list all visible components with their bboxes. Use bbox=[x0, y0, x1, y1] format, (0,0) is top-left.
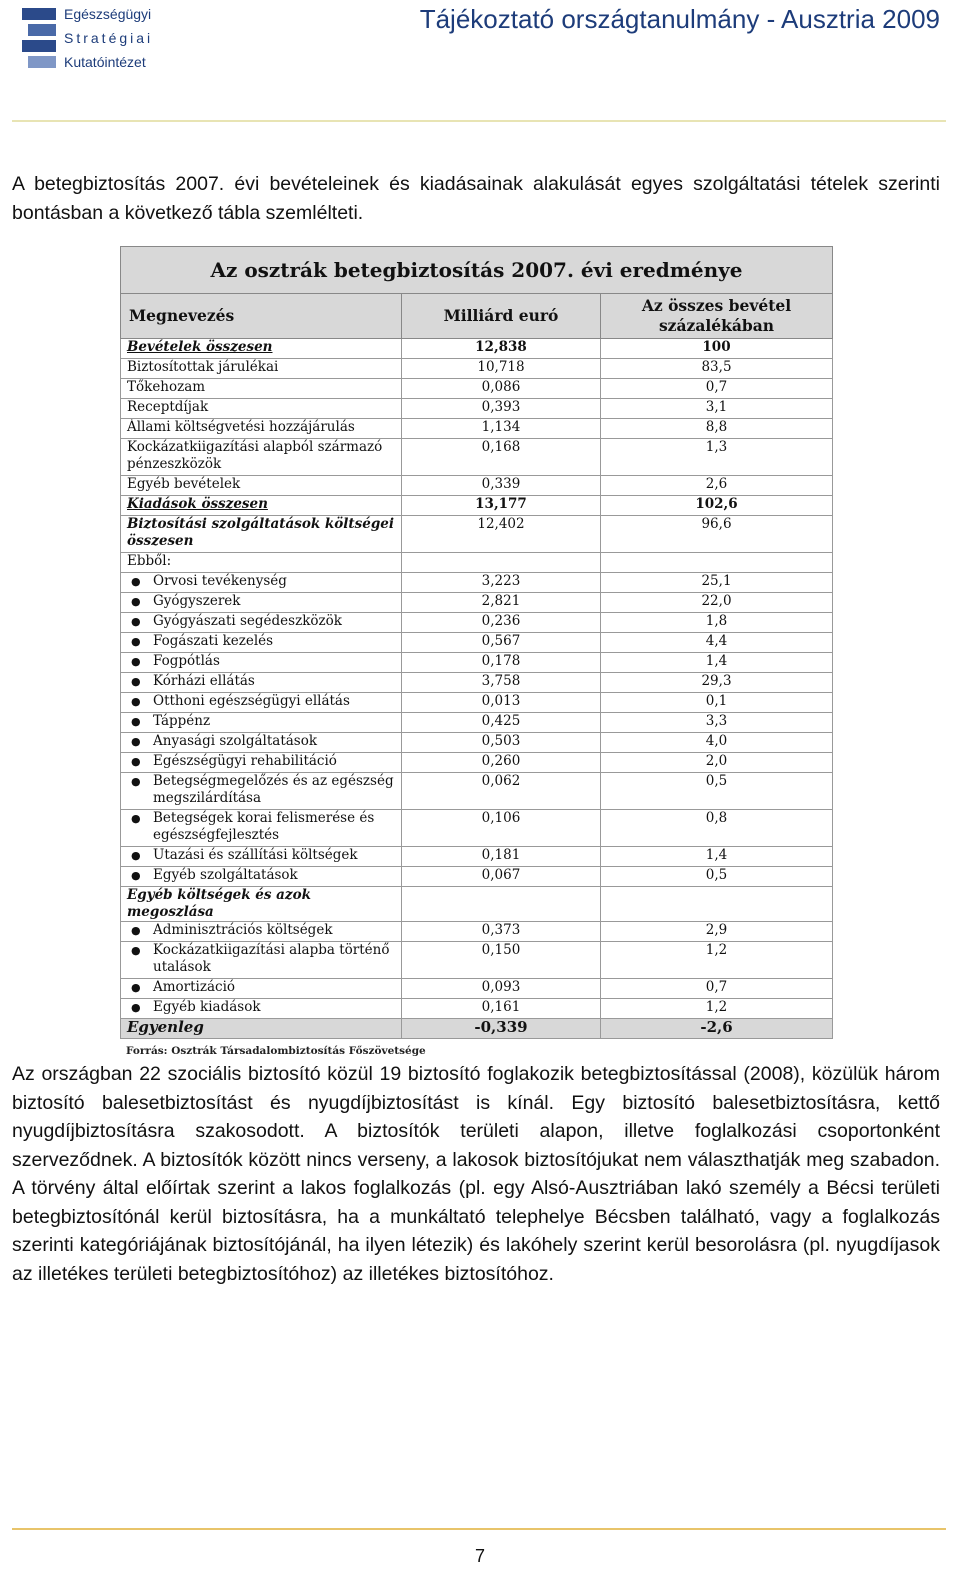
row-value: 13,177 bbox=[402, 496, 601, 516]
row-label-text: Gyógyszerek bbox=[153, 593, 241, 609]
row-value: 12,838 bbox=[402, 339, 601, 359]
row-percent: 0,5 bbox=[601, 773, 833, 810]
table-row bbox=[121, 476, 833, 496]
row-label-text: Amortizáció bbox=[153, 979, 236, 995]
bullet-icon: ● bbox=[131, 735, 141, 748]
row-percent: 0,5 bbox=[601, 867, 833, 887]
row-label-text: Biztosítottak járulékai bbox=[127, 359, 279, 375]
row-label bbox=[121, 476, 402, 496]
row-percent bbox=[601, 887, 833, 922]
row-label bbox=[121, 613, 402, 633]
row-value: 0,067 bbox=[402, 867, 601, 887]
row-value bbox=[402, 887, 601, 922]
body-paragraph: Az országban 22 szociális biztosító közül 19 biztosító foglakozik betegbiztosítással (2008), közülük három biztosító balesetbiztosítást és nyugdíjbiztosítást is kínál. Egy biztosító balesetbiztosításra, kettő nyugdíjbiztosításra szakosodott. A biztosítók területi alapon, illetve foglalkozási csoportonként szerveződnek. A biztosítók között nincs verseny, a lakosok biztosítójukat nem választhatják meg szabadon. A törvény által előírtak szerint a lakos foglalkozás (pl. egy Alsó-Ausztriában lakó személy a Bécsi területi betegbiztosítónál kerül biztosításra, ha a munkáltató telephelye Bécsben található, vagy a foglalkozás szerinti kategóriájának biztosítójánál, ha ilyen létezik) és lakóhely szerint kerül besorolásra (pl. nyugdíjasok az illetékes területi betegbiztosítóhoz) az illetékes biztosítóhoz. bbox=[12, 1063, 940, 1285]
table-row bbox=[121, 553, 833, 573]
table-row bbox=[121, 867, 833, 887]
page-number: 7 bbox=[474, 1546, 485, 1566]
table-row bbox=[121, 753, 833, 773]
row-label-text: Tőkehozam bbox=[127, 379, 206, 395]
column-header-value: Milliárd euró bbox=[402, 294, 601, 339]
table-row bbox=[121, 613, 833, 633]
row-label-text: Gyógyászati segédeszközök bbox=[153, 613, 342, 629]
bullet-icon: ● bbox=[131, 1001, 141, 1014]
row-value: 1,134 bbox=[402, 419, 601, 439]
bullet-icon: ● bbox=[131, 655, 141, 668]
row-label-text: Egészségügyi rehabilitáció bbox=[153, 753, 337, 769]
row-percent: 0,7 bbox=[601, 979, 833, 999]
footer-divider bbox=[12, 1528, 946, 1530]
row-label bbox=[121, 693, 402, 713]
row-value: 3,758 bbox=[402, 673, 601, 693]
row-value: 0,161 bbox=[402, 999, 601, 1019]
table-row bbox=[121, 339, 833, 359]
row-value: 12,402 bbox=[402, 516, 601, 553]
results-table bbox=[120, 246, 833, 1039]
row-label bbox=[121, 399, 402, 419]
table-title: Az osztrák betegbiztosítás 2007. évi eredménye bbox=[121, 247, 833, 294]
row-percent: 83,5 bbox=[601, 359, 833, 379]
row-percent: 96,6 bbox=[601, 516, 833, 553]
row-label-text: Adminisztrációs költségek bbox=[153, 922, 333, 938]
row-label-text: Táppénz bbox=[153, 713, 211, 729]
row-percent: 1,2 bbox=[601, 999, 833, 1019]
bullet-icon: ● bbox=[131, 675, 141, 688]
row-value bbox=[402, 553, 601, 573]
bullet-icon: ● bbox=[131, 981, 141, 994]
row-label bbox=[121, 733, 402, 753]
row-label bbox=[121, 979, 402, 999]
row-label-text: Állami költségvetési hozzájárulás bbox=[127, 419, 355, 435]
row-label-text: Ebből: bbox=[127, 553, 172, 569]
table-row bbox=[121, 633, 833, 653]
row-percent: 1,2 bbox=[601, 942, 833, 979]
row-label bbox=[121, 999, 402, 1019]
bullet-icon: ● bbox=[131, 775, 141, 788]
row-label bbox=[121, 653, 402, 673]
table-row bbox=[121, 999, 833, 1019]
row-label-text: Fogászati kezelés bbox=[153, 633, 274, 649]
row-value: -0,339 bbox=[402, 1019, 601, 1039]
row-percent bbox=[601, 553, 833, 573]
bullet-icon: ● bbox=[131, 755, 141, 768]
row-label bbox=[121, 810, 402, 847]
row-percent: 1,4 bbox=[601, 847, 833, 867]
document-header-title: Tájékoztató országtanulmány - Ausztria 2009 bbox=[419, 4, 940, 34]
table-row bbox=[121, 847, 833, 867]
row-value: 0,260 bbox=[402, 753, 601, 773]
row-label-text: Fogpótlás bbox=[153, 653, 220, 669]
bullet-icon: ● bbox=[131, 812, 141, 825]
row-percent: 0,7 bbox=[601, 379, 833, 399]
table-row bbox=[121, 516, 833, 553]
row-label-text: Egyéb kiadások bbox=[153, 999, 261, 1015]
row-label bbox=[121, 1019, 402, 1039]
bullet-icon: ● bbox=[131, 635, 141, 648]
row-label-text: Egyéb szolgáltatások bbox=[153, 867, 298, 883]
row-value: 0,339 bbox=[402, 476, 601, 496]
table-row bbox=[121, 887, 833, 922]
row-value: 0,181 bbox=[402, 847, 601, 867]
table-row bbox=[121, 979, 833, 999]
row-percent: 1,3 bbox=[601, 439, 833, 476]
results-table-container bbox=[120, 246, 832, 1057]
row-percent: 4,4 bbox=[601, 633, 833, 653]
row-label bbox=[121, 867, 402, 887]
row-value: 0,093 bbox=[402, 979, 601, 999]
row-label bbox=[121, 633, 402, 653]
table-row bbox=[121, 379, 833, 399]
table-row bbox=[121, 653, 833, 673]
row-percent: 3,3 bbox=[601, 713, 833, 733]
row-label bbox=[121, 553, 402, 573]
row-label-text: Kiadások összesen bbox=[127, 496, 268, 512]
table-row bbox=[121, 496, 833, 516]
row-label-text: Betegségmegelőzés és az egészség megszilárdítása bbox=[153, 773, 394, 806]
logo-mark-icon bbox=[22, 6, 60, 70]
row-label bbox=[121, 496, 402, 516]
row-percent: 0,1 bbox=[601, 693, 833, 713]
bullet-icon: ● bbox=[131, 695, 141, 708]
row-percent: 1,8 bbox=[601, 613, 833, 633]
logo-text-line-3: Kutatóintézet bbox=[64, 54, 146, 70]
row-label bbox=[121, 379, 402, 399]
row-label-text: Otthoni egészségügyi ellátás bbox=[153, 693, 350, 709]
table-row bbox=[121, 810, 833, 847]
row-label-text: Egyenleg bbox=[127, 1018, 204, 1036]
row-value: 0,236 bbox=[402, 613, 601, 633]
row-percent: 2,6 bbox=[601, 476, 833, 496]
row-percent: 2,9 bbox=[601, 922, 833, 942]
bullet-icon: ● bbox=[131, 715, 141, 728]
table-row bbox=[121, 399, 833, 419]
row-label-text: Betegségek korai felismerése és egészségfejlesztés bbox=[153, 810, 375, 843]
row-value: 0,393 bbox=[402, 399, 601, 419]
row-value: 0,013 bbox=[402, 693, 601, 713]
row-label bbox=[121, 573, 402, 593]
row-percent: 3,1 bbox=[601, 399, 833, 419]
row-label-text: Kockázatkiigazítási alapból származó pénzeszközök bbox=[127, 439, 383, 472]
bullet-icon: ● bbox=[131, 924, 141, 937]
row-percent: 2,0 bbox=[601, 753, 833, 773]
table-row bbox=[121, 1019, 833, 1039]
bullet-icon: ● bbox=[131, 944, 141, 957]
row-label bbox=[121, 942, 402, 979]
intro-paragraph: A betegbiztosítás 2007. évi bevételeinek és kiadásainak alakulását egyes szolgáltatási tételek szerinti bontásban a következő tábla szemlélteti. bbox=[12, 173, 940, 224]
institute-logo bbox=[22, 4, 182, 74]
table-body bbox=[121, 339, 833, 1039]
bullet-icon: ● bbox=[131, 595, 141, 608]
row-label bbox=[121, 339, 402, 359]
row-label-text: Biztosítási szolgáltatások költségei összesen bbox=[127, 516, 394, 549]
row-percent: 1,4 bbox=[601, 653, 833, 673]
row-label-text: Receptdíjak bbox=[127, 399, 209, 415]
row-value: 0,503 bbox=[402, 733, 601, 753]
row-label-text: Egyéb költségek és azok megoszlása bbox=[127, 887, 311, 920]
row-label bbox=[121, 713, 402, 733]
row-percent: 102,6 bbox=[601, 496, 833, 516]
row-label-text: Bevételek összesen bbox=[127, 339, 273, 355]
logo-text-line-1: Egészségügyi bbox=[64, 6, 152, 22]
column-header-name: Megnevezés bbox=[121, 294, 402, 339]
bullet-icon: ● bbox=[131, 849, 141, 862]
logo-text-line-2: Stratégiai bbox=[64, 30, 154, 46]
header-divider bbox=[12, 120, 946, 122]
row-label bbox=[121, 847, 402, 867]
row-value: 10,718 bbox=[402, 359, 601, 379]
table-row bbox=[121, 673, 833, 693]
row-value: 0,168 bbox=[402, 439, 601, 476]
row-label bbox=[121, 773, 402, 810]
table-row bbox=[121, 922, 833, 942]
row-percent: 29,3 bbox=[601, 673, 833, 693]
table-row bbox=[121, 942, 833, 979]
table-row bbox=[121, 439, 833, 476]
row-value: 0,567 bbox=[402, 633, 601, 653]
row-label bbox=[121, 922, 402, 942]
row-label-text: Utazási és szállítási költségek bbox=[153, 847, 358, 863]
table-row bbox=[121, 693, 833, 713]
table-row bbox=[121, 773, 833, 810]
row-label-text: Egyéb bevételek bbox=[127, 476, 241, 492]
row-value: 0,178 bbox=[402, 653, 601, 673]
row-percent: -2,6 bbox=[601, 1019, 833, 1039]
row-value: 2,821 bbox=[402, 593, 601, 613]
row-value: 0,062 bbox=[402, 773, 601, 810]
row-label-text: Kockázatkiigazítási alapba történő utalások bbox=[153, 942, 390, 975]
row-percent: 22,0 bbox=[601, 593, 833, 613]
row-percent: 100 bbox=[601, 339, 833, 359]
row-value: 0,150 bbox=[402, 942, 601, 979]
row-value: 3,223 bbox=[402, 573, 601, 593]
column-header-percent: Az összes bevétel százalékában bbox=[601, 294, 833, 339]
table-row bbox=[121, 593, 833, 613]
row-value: 0,373 bbox=[402, 922, 601, 942]
table-source-note: Forrás: Osztrák Társadalombiztosítás Főszövetsége bbox=[126, 1045, 426, 1057]
row-label-text: Kórházi ellátás bbox=[153, 673, 255, 689]
row-percent: 8,8 bbox=[601, 419, 833, 439]
row-label bbox=[121, 516, 402, 553]
bullet-icon: ● bbox=[131, 575, 141, 588]
row-label bbox=[121, 673, 402, 693]
row-label bbox=[121, 753, 402, 773]
table-row bbox=[121, 733, 833, 753]
table-row bbox=[121, 573, 833, 593]
table-row bbox=[121, 713, 833, 733]
table-row bbox=[121, 419, 833, 439]
row-label bbox=[121, 439, 402, 476]
row-value: 0,425 bbox=[402, 713, 601, 733]
row-percent: 4,0 bbox=[601, 733, 833, 753]
row-percent: 0,8 bbox=[601, 810, 833, 847]
row-label-text: Orvosi tevékenység bbox=[153, 573, 287, 589]
row-value: 0,086 bbox=[402, 379, 601, 399]
row-label bbox=[121, 359, 402, 379]
table-row bbox=[121, 359, 833, 379]
row-value: 0,106 bbox=[402, 810, 601, 847]
bullet-icon: ● bbox=[131, 869, 141, 882]
row-label bbox=[121, 887, 402, 922]
row-percent: 25,1 bbox=[601, 573, 833, 593]
row-label-text: Anyasági szolgáltatások bbox=[153, 733, 318, 749]
bullet-icon: ● bbox=[131, 615, 141, 628]
row-label bbox=[121, 593, 402, 613]
row-label bbox=[121, 419, 402, 439]
